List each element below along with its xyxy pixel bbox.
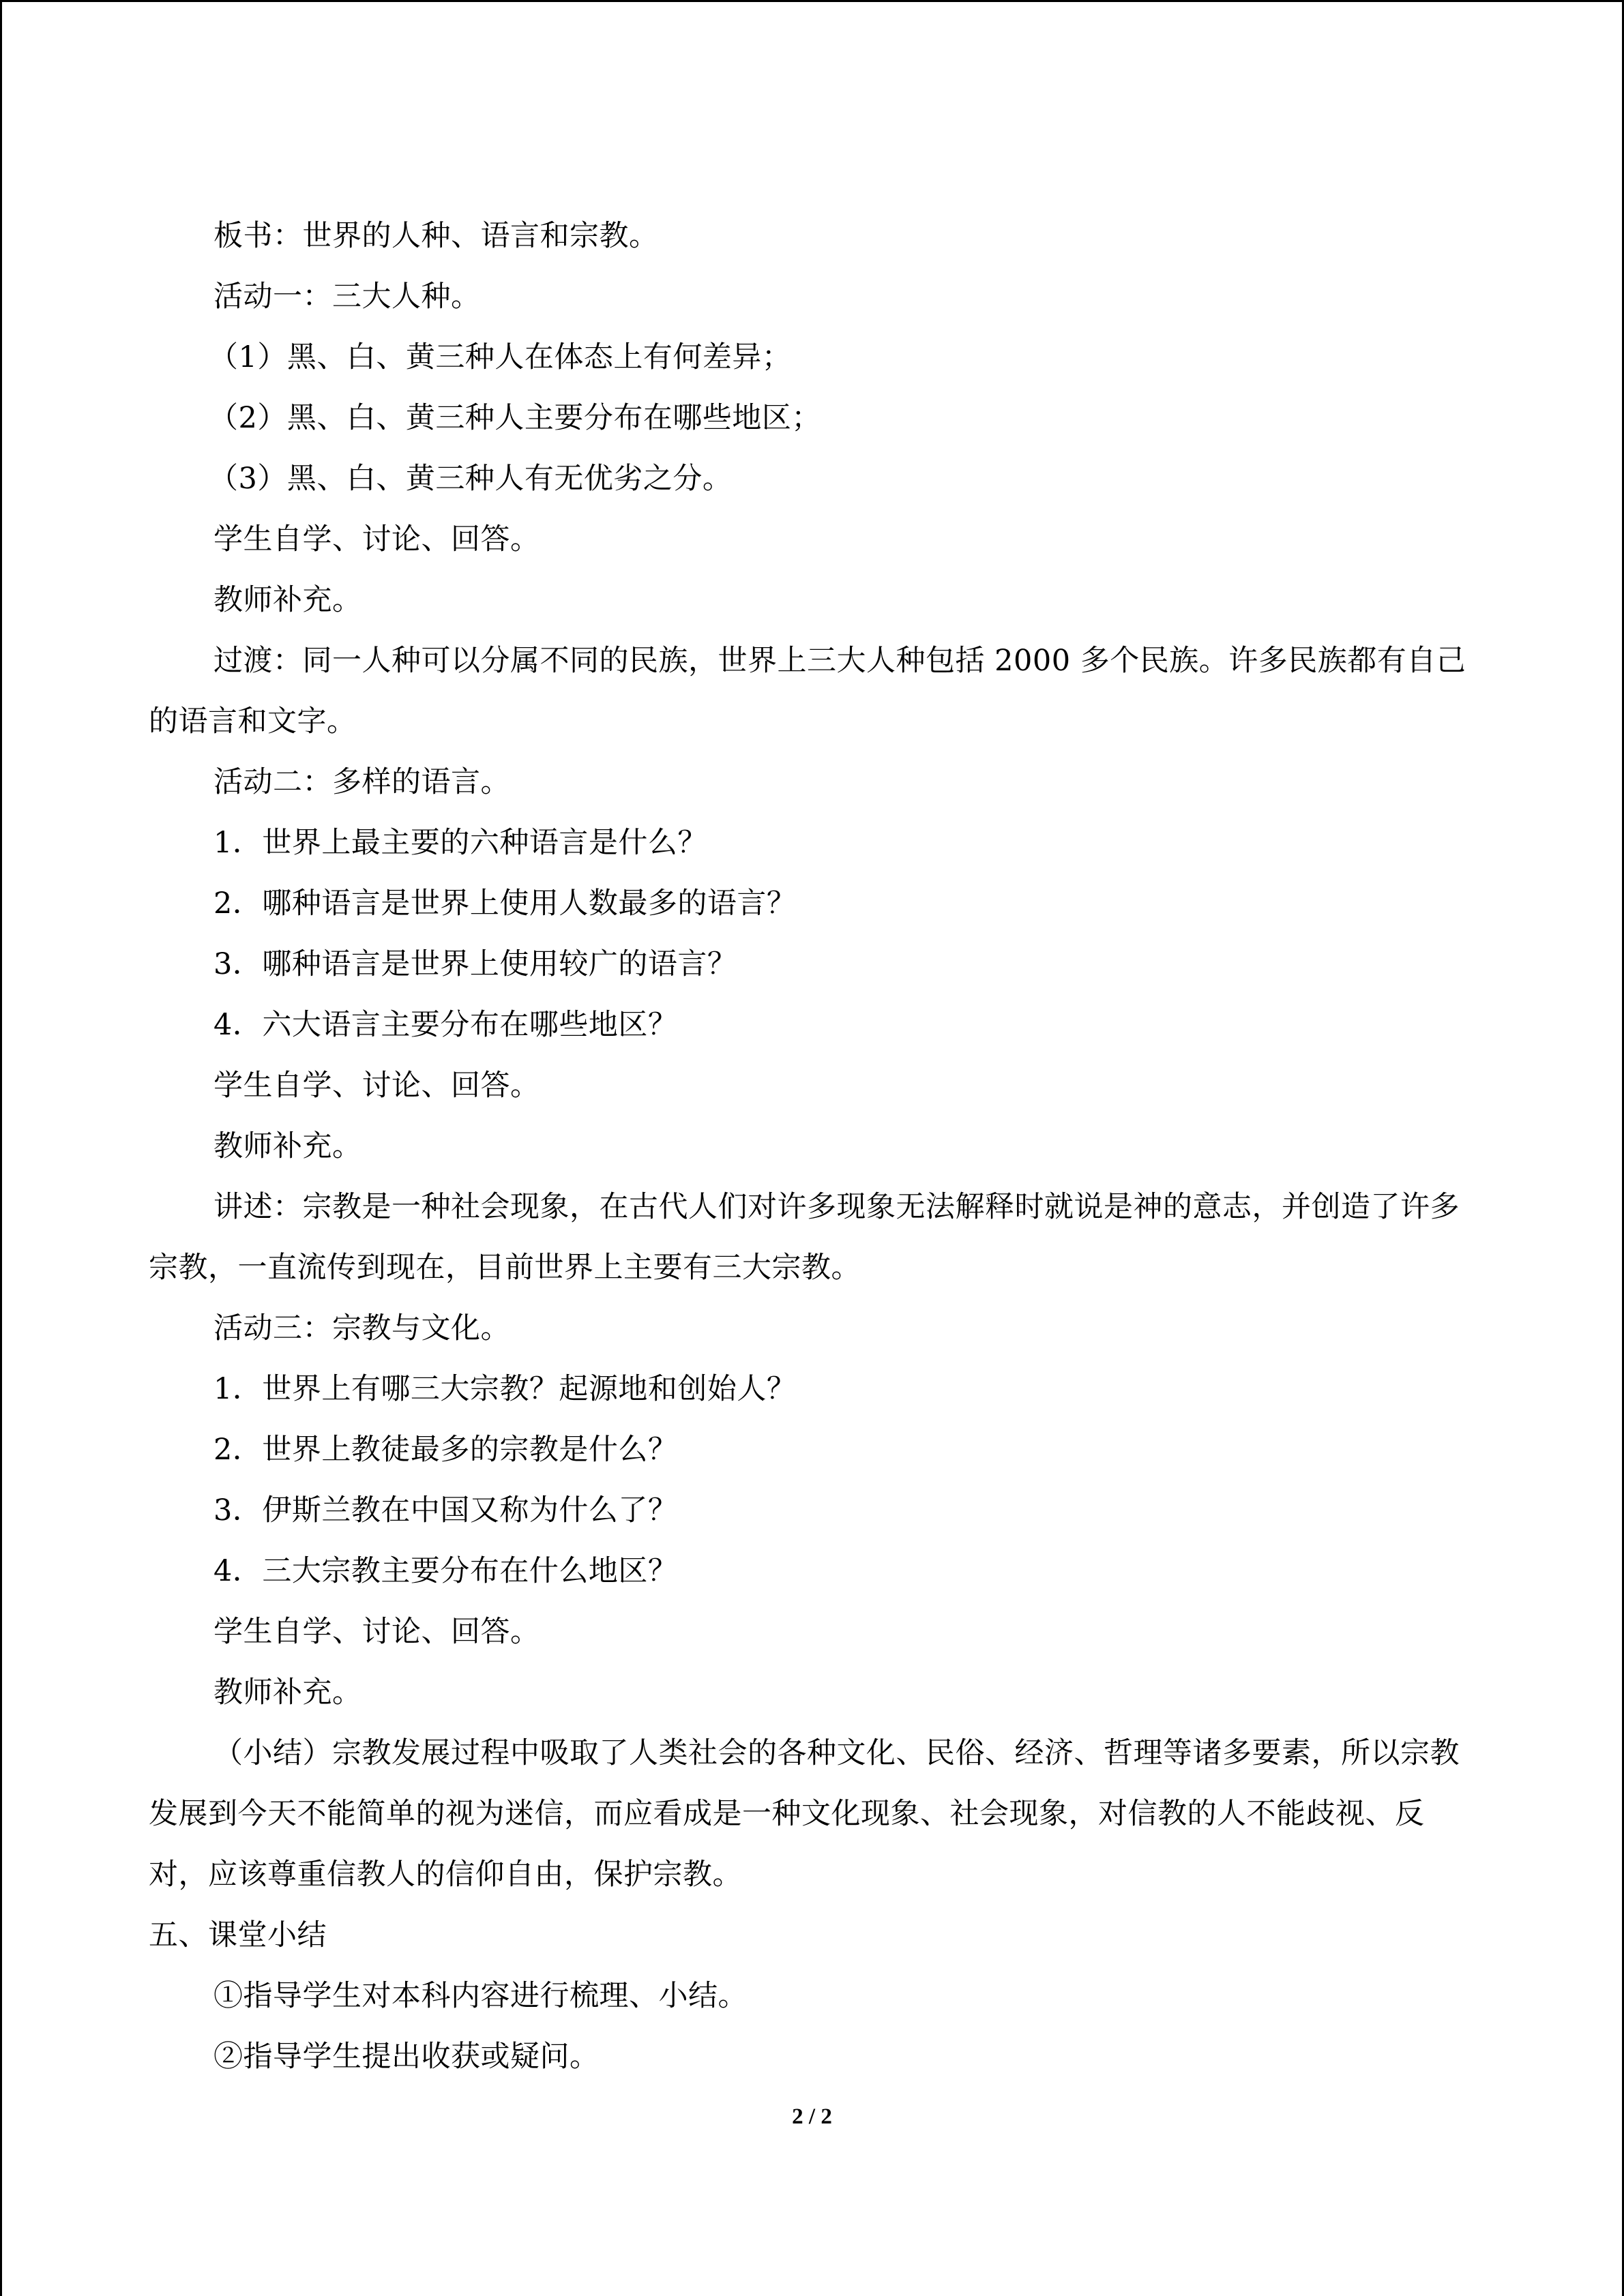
- teacher-supplement-line: 教师补充。: [213, 1129, 362, 1163]
- teacher-supplement-line: 教师补充。: [213, 583, 362, 617]
- summary-paragraph: （小结）宗教发展过程中吸取了人类社会的各种文化、民俗、经济、哲理等诸多要素，所以宗教发展到今天不能简单的视为迷信，而应看成是一种文化现象、社会现象，对信教的人不能歧视、反对，应该尊重信教人的信仰自由，保护宗教。: [149, 1736, 1460, 1892]
- activity-two-question-1: 1．世界上最主要的六种语言是什么？: [213, 826, 707, 860]
- activity-three-question-3: 3．伊斯兰教在中国又称为什么了？: [213, 1493, 678, 1527]
- student-study-line: 学生自学、讨论、回答。: [213, 1615, 540, 1649]
- activity-one-question-3: （3）黑、白、黄三种人有无优劣之分。: [209, 462, 733, 496]
- narration-paragraph: 讲述：宗教是一种社会现象，在古代人们对许多现象无法解释时就说是神的意志，并创造了许多宗教，一直流传到现在，目前世界上主要有三大宗教。: [149, 1190, 1460, 1285]
- activity-three-question-1: 1．世界上有哪三大宗教？起源地和创始人？: [213, 1372, 797, 1406]
- activity-two-question-4: 4．六大语言主要分布在哪些地区？: [213, 1008, 678, 1042]
- page-number: 2 / 2: [792, 2104, 832, 2129]
- summary-item-1: ①指导学生对本科内容进行梳理、小结。: [213, 1979, 748, 2013]
- activity-two-question-3: 3．哪种语言是世界上使用较广的语言？: [213, 947, 737, 981]
- activity-one-question-2: （2）黑、白、黄三种人主要分布在哪些地区；: [209, 401, 821, 435]
- student-study-line: 学生自学、讨论、回答。: [213, 522, 540, 556]
- activity-one-question-1: （1）黑、白、黄三种人在体态上有何差异；: [209, 340, 792, 374]
- activity-three-heading: 活动三：宗教与文化。: [213, 1311, 510, 1345]
- activity-one-heading: 活动一：三大人种。: [213, 280, 481, 314]
- activity-three-question-2: 2．世界上教徒最多的宗教是什么？: [213, 1433, 678, 1467]
- document-body: [149, 206, 1475, 2087]
- teacher-supplement-line: 教师补充。: [213, 1675, 362, 1710]
- activity-two-heading: 活动二：多样的语言。: [213, 765, 510, 799]
- student-study-line: 学生自学、讨论、回答。: [213, 1069, 540, 1103]
- activity-two-question-2: 2．哪种语言是世界上使用人数最多的语言？: [213, 886, 797, 921]
- section-five-heading: 五、课堂小结: [149, 1918, 327, 1952]
- activity-three-question-4: 4．三大宗教主要分布在什么地区？: [213, 1554, 678, 1588]
- summary-item-2: ②指导学生提出收获或疑问。: [213, 2040, 600, 2074]
- transition-paragraph: 过渡：同一人种可以分属不同的民族，世界上三大人种包括 2000 多个民族。许多民族都有自己的语言和文字。: [149, 644, 1466, 739]
- blackboard-heading: 板书：世界的人种、语言和宗教。: [213, 219, 659, 253]
